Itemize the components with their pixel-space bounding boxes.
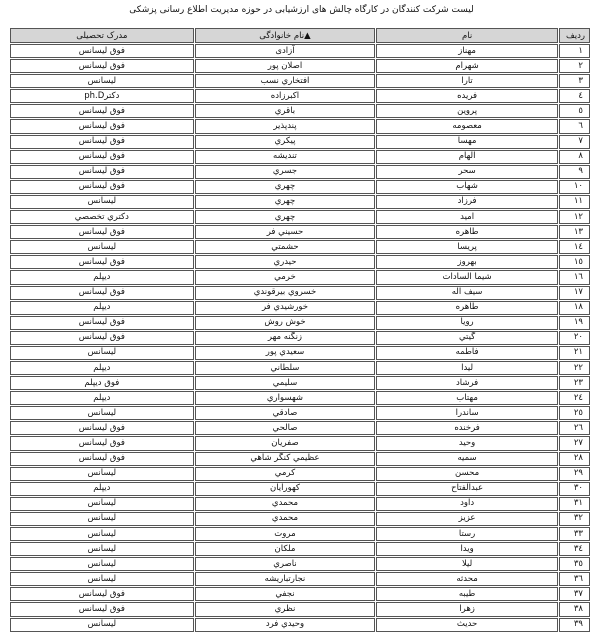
last-name-cell: خوش روش	[195, 316, 376, 330]
first-name-cell: مهتاب	[376, 391, 558, 405]
degree-cell: فوق لیسانس	[10, 587, 194, 601]
last-name-cell: چهري	[195, 195, 376, 209]
last-name-cell: تندیشه	[195, 150, 376, 164]
sort-ascending-icon: ▲	[304, 30, 311, 41]
degree-cell: لیسانس	[10, 527, 194, 541]
table-row	[10, 406, 590, 420]
table-row	[10, 346, 590, 360]
last-name-cell: چهري	[195, 180, 376, 194]
table-row	[10, 316, 590, 330]
column-header-index[interactable]: ردیف	[559, 28, 590, 43]
table-row	[10, 587, 590, 601]
first-name-cell: مهناز	[376, 44, 558, 58]
table-row	[10, 270, 590, 284]
degree-cell: دیپلم	[10, 482, 194, 496]
table-row	[10, 165, 590, 179]
table-row	[10, 104, 590, 118]
row-index-cell: ٧	[559, 135, 590, 149]
row-index-cell: ٢٨	[559, 452, 590, 466]
table-row	[10, 527, 590, 541]
row-index-cell: ١٠	[559, 180, 590, 194]
row-index-cell: ١٨	[559, 301, 590, 315]
row-index-cell: ٣٠	[559, 482, 590, 496]
first-name-cell: شیما السادات	[376, 270, 558, 284]
table-row	[10, 602, 590, 616]
degree-cell: لیسانس	[10, 512, 194, 526]
degree-cell: لیسانس	[10, 74, 194, 88]
row-index-cell: ٣	[559, 74, 590, 88]
degree-cell: دکترph.D	[10, 89, 194, 103]
last-name-cell: سلیمي	[195, 376, 376, 390]
column-header-family[interactable]	[195, 28, 376, 43]
table-row	[10, 89, 590, 103]
row-index-cell: ١٢	[559, 210, 590, 224]
degree-cell: فوق لیسانس	[10, 255, 194, 269]
first-name-cell: شهاب	[376, 180, 558, 194]
first-name-cell: شهرام	[376, 59, 558, 73]
table-row	[10, 135, 590, 149]
last-name-cell: اکبرزاده	[195, 89, 376, 103]
table-row	[10, 542, 590, 556]
last-name-cell: صفریان	[195, 436, 376, 450]
degree-cell: لیسانس	[10, 240, 194, 254]
row-index-cell: ٢	[559, 59, 590, 73]
table-row	[10, 572, 590, 586]
first-name-cell: محدثه	[376, 572, 558, 586]
first-name-cell: ساندرا	[376, 406, 558, 420]
first-name-cell: محسن	[376, 467, 558, 481]
last-name-cell: زنگنه مهر	[195, 331, 376, 345]
last-name-cell: وحیدي فرد	[195, 618, 376, 632]
row-index-cell: ١٩	[559, 316, 590, 330]
degree-cell: دیپلم	[10, 301, 194, 315]
table-row	[10, 421, 590, 435]
column-header-name[interactable]: نام	[376, 28, 558, 43]
row-index-cell: ٢٢	[559, 361, 590, 375]
row-index-cell: ٦	[559, 119, 590, 133]
row-index-cell: ٢٧	[559, 436, 590, 450]
last-name-cell: خسروي بیرقوندي	[195, 286, 376, 300]
first-name-cell: تارا	[376, 74, 558, 88]
degree-cell: لیسانس	[10, 557, 194, 571]
degree-cell: دیپلم	[10, 270, 194, 284]
last-name-cell: پندپذیر	[195, 119, 376, 133]
degree-cell: لیسانس	[10, 195, 194, 209]
row-index-cell: ٢٠	[559, 331, 590, 345]
first-name-cell: حدیث	[376, 618, 558, 632]
row-index-cell: ٣٤	[559, 542, 590, 556]
table-row	[10, 286, 590, 300]
table-row	[10, 618, 590, 632]
table-row	[10, 512, 590, 526]
table-row	[10, 557, 590, 571]
degree-cell: لیسانس	[10, 572, 194, 586]
participants-table	[9, 27, 591, 633]
row-index-cell: ١٦	[559, 270, 590, 284]
first-name-cell: طاهره	[376, 225, 558, 239]
row-index-cell: ٣٨	[559, 602, 590, 616]
degree-cell: لیسانس	[10, 497, 194, 511]
first-name-cell: پریسا	[376, 240, 558, 254]
row-index-cell: ١	[559, 44, 590, 58]
last-name-cell: آزادی	[195, 44, 376, 58]
table-row	[10, 361, 590, 375]
first-name-cell: رویا	[376, 316, 558, 330]
first-name-cell: سحر	[376, 165, 558, 179]
first-name-cell: فاطمه	[376, 346, 558, 360]
last-name-cell: شهسواري	[195, 391, 376, 405]
table-row	[10, 210, 590, 224]
row-index-cell: ٤	[559, 89, 590, 103]
row-index-cell: ٣٩	[559, 618, 590, 632]
last-name-cell: مروت	[195, 527, 376, 541]
last-name-cell: پیکري	[195, 135, 376, 149]
table-row	[10, 119, 590, 133]
last-name-cell: خورشیدي فر	[195, 301, 376, 315]
degree-cell: فوق دیپلم	[10, 376, 194, 390]
last-name-cell: نجفي	[195, 587, 376, 601]
first-name-cell: مهسا	[376, 135, 558, 149]
degree-cell: لیسانس	[10, 406, 194, 420]
degree-cell: فوق لیسانس	[10, 436, 194, 450]
table-row	[10, 436, 590, 450]
row-index-cell: ٩	[559, 165, 590, 179]
degree-cell: فوق لیسانس	[10, 180, 194, 194]
first-name-cell: فرشاد	[376, 376, 558, 390]
first-name-cell: پروین	[376, 104, 558, 118]
degree-cell: فوق لیسانس	[10, 602, 194, 616]
row-index-cell: ١٥	[559, 255, 590, 269]
table-row	[10, 482, 590, 496]
degree-cell: فوق لیسانس	[10, 44, 194, 58]
last-name-cell: چهري	[195, 210, 376, 224]
row-index-cell: ٣٣	[559, 527, 590, 541]
row-index-cell: ١٧	[559, 286, 590, 300]
degree-cell: لیسانس	[10, 542, 194, 556]
table-row	[10, 255, 590, 269]
last-name-cell: محمدي	[195, 512, 376, 526]
table-row	[10, 376, 590, 390]
table-row	[10, 195, 590, 209]
table-row	[10, 150, 590, 164]
row-index-cell: ٣٥	[559, 557, 590, 571]
last-name-cell: جسري	[195, 165, 376, 179]
first-name-cell: معصومه	[376, 119, 558, 133]
column-header-family-label: نام خانوادگی	[259, 30, 305, 41]
first-name-cell: فرخنده	[376, 421, 558, 435]
degree-cell: لیسانس	[10, 618, 194, 632]
row-index-cell: ٣١	[559, 497, 590, 511]
first-name-cell: بهروز	[376, 255, 558, 269]
first-name-cell: عبدالفتاح	[376, 482, 558, 496]
first-name-cell: وحید	[376, 436, 558, 450]
degree-cell: فوق لیسانس	[10, 225, 194, 239]
table-row	[10, 180, 590, 194]
last-name-cell: کرمي	[195, 467, 376, 481]
degree-cell: فوق لیسانس	[10, 316, 194, 330]
first-name-cell: لیدا	[376, 361, 558, 375]
last-name-cell: محمدي	[195, 497, 376, 511]
table-row	[10, 331, 590, 345]
degree-cell: فوق لیسانس	[10, 104, 194, 118]
table-row	[10, 74, 590, 88]
table-row	[10, 225, 590, 239]
row-index-cell: ٢٥	[559, 406, 590, 420]
table-row	[10, 497, 590, 511]
page-title: لیست شرکت کنندگان در کارگاه چالش های ارزشیابی در حوزه مدیریت اطلاع رسانی پزشکی	[129, 5, 474, 15]
column-header-degree[interactable]: مدرک تحصیلی	[10, 28, 194, 43]
last-name-cell: حشمتي	[195, 240, 376, 254]
table-row	[10, 44, 590, 58]
row-index-cell: ٢٣	[559, 376, 590, 390]
degree-cell: دیپلم	[10, 361, 194, 375]
first-name-cell: عزیز	[376, 512, 558, 526]
table-body	[10, 44, 590, 632]
last-name-cell: افتخاري نسب	[195, 74, 376, 88]
row-index-cell: ١٣	[559, 225, 590, 239]
first-name-cell: زهرا	[376, 602, 558, 616]
last-name-cell: کهورایان	[195, 482, 376, 496]
last-name-cell: ملکان	[195, 542, 376, 556]
last-name-cell: صادقي	[195, 406, 376, 420]
first-name-cell: سیف اله	[376, 286, 558, 300]
last-name-cell: حیدري	[195, 255, 376, 269]
first-name-cell: امید	[376, 210, 558, 224]
last-name-cell: نجارتباریشه	[195, 572, 376, 586]
table-header-row	[10, 28, 590, 43]
degree-cell: دیپلم	[10, 391, 194, 405]
row-index-cell: ٢٦	[559, 421, 590, 435]
row-index-cell: ٣٢	[559, 512, 590, 526]
row-index-cell: ١٤	[559, 240, 590, 254]
degree-cell: فوق لیسانس	[10, 452, 194, 466]
row-index-cell: ٢٩	[559, 467, 590, 481]
table-row	[10, 452, 590, 466]
first-name-cell: طیبه	[376, 587, 558, 601]
last-name-cell: حسیني فر	[195, 225, 376, 239]
degree-cell: لیسانس	[10, 467, 194, 481]
first-name-cell: فریده	[376, 89, 558, 103]
last-name-cell: صالحي	[195, 421, 376, 435]
last-name-cell: سلطاني	[195, 361, 376, 375]
first-name-cell: سمیه	[376, 452, 558, 466]
first-name-cell: ویدا	[376, 542, 558, 556]
degree-cell: لیسانس	[10, 346, 194, 360]
first-name-cell: طاهره	[376, 301, 558, 315]
table-row	[10, 240, 590, 254]
row-index-cell: ٨	[559, 150, 590, 164]
row-index-cell: ٢٤	[559, 391, 590, 405]
first-name-cell: فرزاد	[376, 195, 558, 209]
degree-cell: فوق لیسانس	[10, 421, 194, 435]
last-name-cell: عظیمي کنگر شاهي	[195, 452, 376, 466]
first-name-cell: رستا	[376, 527, 558, 541]
last-name-cell: باقري	[195, 104, 376, 118]
first-name-cell: گیتي	[376, 331, 558, 345]
row-index-cell: ١١	[559, 195, 590, 209]
first-name-cell: لیلا	[376, 557, 558, 571]
degree-cell: دکتري تخصصي	[10, 210, 194, 224]
table-row	[10, 301, 590, 315]
last-name-cell: ناصري	[195, 557, 376, 571]
row-index-cell: ٣٦	[559, 572, 590, 586]
degree-cell: فوق لیسانس	[10, 286, 194, 300]
table-row	[10, 59, 590, 73]
last-name-cell: خرمي	[195, 270, 376, 284]
degree-cell: فوق لیسانس	[10, 119, 194, 133]
last-name-cell: سعیدي پور	[195, 346, 376, 360]
table-row	[10, 467, 590, 481]
degree-cell: فوق لیسانس	[10, 59, 194, 73]
degree-cell: فوق لیسانس	[10, 165, 194, 179]
row-index-cell: ٣٧	[559, 587, 590, 601]
row-index-cell: ٥	[559, 104, 590, 118]
degree-cell: فوق لیسانس	[10, 150, 194, 164]
first-name-cell: الهام	[376, 150, 558, 164]
table-row	[10, 391, 590, 405]
degree-cell: فوق لیسانس	[10, 331, 194, 345]
degree-cell: فوق لیسانس	[10, 135, 194, 149]
row-index-cell: ٢١	[559, 346, 590, 360]
first-name-cell: داود	[376, 497, 558, 511]
last-name-cell: اصلان پور	[195, 59, 376, 73]
last-name-cell: نظري	[195, 602, 376, 616]
